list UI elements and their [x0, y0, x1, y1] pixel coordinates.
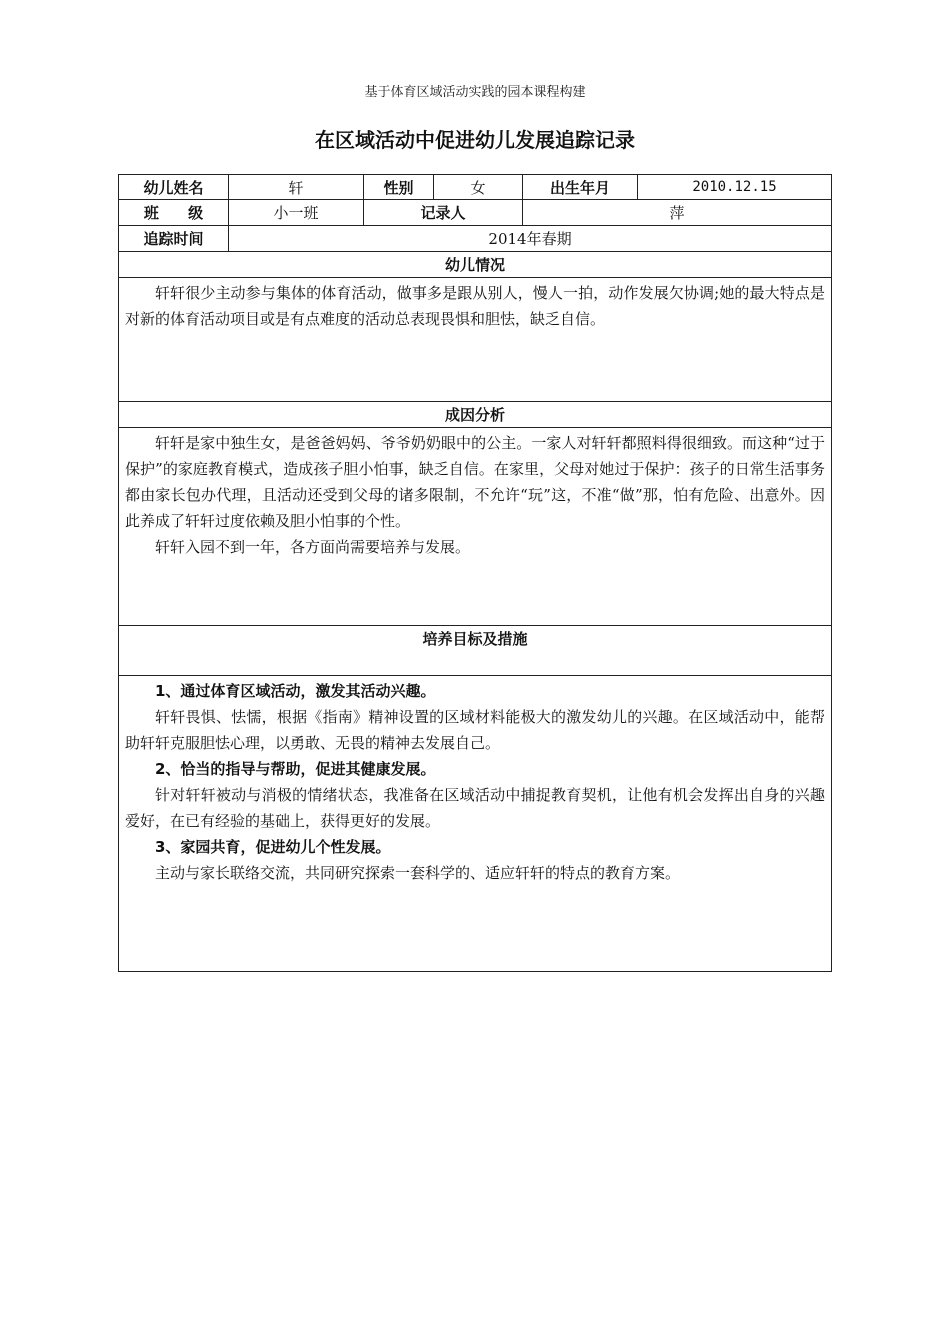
info-row-1 [119, 175, 832, 200]
name-value: 轩 [229, 175, 364, 200]
gender-label: 性别 [364, 175, 434, 200]
situation-heading-row [119, 252, 832, 278]
recorder-label: 记录人 [364, 200, 523, 226]
measure-3-text: 主动与家长联络交流，共同研究探索一套科学的、适应轩轩的特点的教育方案。 [155, 864, 681, 882]
measure-1-title: 1、通过体育区域活动，激发其活动兴趣。 [155, 682, 436, 700]
running-header: 基于体育区域活动实践的园本课程构建 [364, 85, 586, 100]
recorder-value: 萍 [523, 200, 832, 226]
analysis-heading: 成因分析 [119, 402, 832, 428]
situation-cell [119, 278, 832, 402]
measures-heading: 培养目标及措施 [119, 626, 832, 676]
analysis-paragraph-1: 轩轩是家中独生女，是爸爸妈妈、爷爷奶奶眼中的公主。一家人对轩轩都照料得很细致。而这种“过于保护”的家庭教育模式，造成孩子胆小怕事，缺乏自信。在家里，父母对她过于保护：孩子的日常生活事务都由家长包办代理，且活动还受到父母的诸多限制，不允许“玩”这，不准“做”那，怕有危险、出意外。因此养成了轩轩过度依赖及胆小怕事的个性。 [125, 434, 825, 530]
situation-text: 轩轩很少主动参与集体的体育活动，做事多是跟从别人，慢人一拍，动作发展欠协调;她的最大特点是对新的体育活动项目或是有点难度的活动总表现畏惧和胆怯，缺乏自信。 [125, 284, 825, 328]
measures-heading-row [119, 626, 832, 676]
measure-3-title: 3、家园共育，促进幼儿个性发展。 [155, 838, 391, 856]
birth-value: 2010.12.15 [638, 175, 832, 200]
name-label: 幼儿姓名 [119, 175, 229, 200]
situation-heading: 幼儿情况 [119, 252, 832, 278]
measures-body-row [119, 676, 832, 972]
gender-value: 女 [434, 175, 523, 200]
class-label: 班 级 [119, 200, 229, 226]
analysis-cell [119, 428, 832, 626]
measure-1-text: 轩轩畏惧、怯懦，根据《指南》精神设置的区域材料能极大的激发幼儿的兴趣。在区域活动中，能帮助轩轩克服胆怯心理，以勇敢、无畏的精神去发展自己。 [125, 708, 825, 752]
birth-label: 出生年月 [523, 175, 638, 200]
info-row-2 [119, 200, 832, 226]
situation-body-row [119, 278, 832, 402]
measures-cell [119, 676, 832, 972]
period-label: 追踪时间 [119, 226, 229, 252]
info-row-3 [119, 226, 832, 252]
tracking-record-table [118, 174, 832, 972]
class-value: 小一班 [229, 200, 364, 226]
analysis-body-row [119, 428, 832, 626]
measure-2-text: 针对轩轩被动与消极的情绪状态，我准备在区域活动中捕捉教育契机，让他有机会发挥出自身的兴趣爱好，在已有经验的基础上，获得更好的发展。 [125, 786, 825, 830]
measure-2-title: 2、恰当的指导与帮助，促进其健康发展。 [155, 760, 436, 778]
period-value: 2014年春期 [229, 226, 832, 252]
analysis-heading-row [119, 402, 832, 428]
document-title: 在区域活动中促进幼儿发展追踪记录 [315, 128, 635, 152]
analysis-paragraph-2: 轩轩入园不到一年，各方面尚需要培养与发展。 [155, 538, 471, 556]
